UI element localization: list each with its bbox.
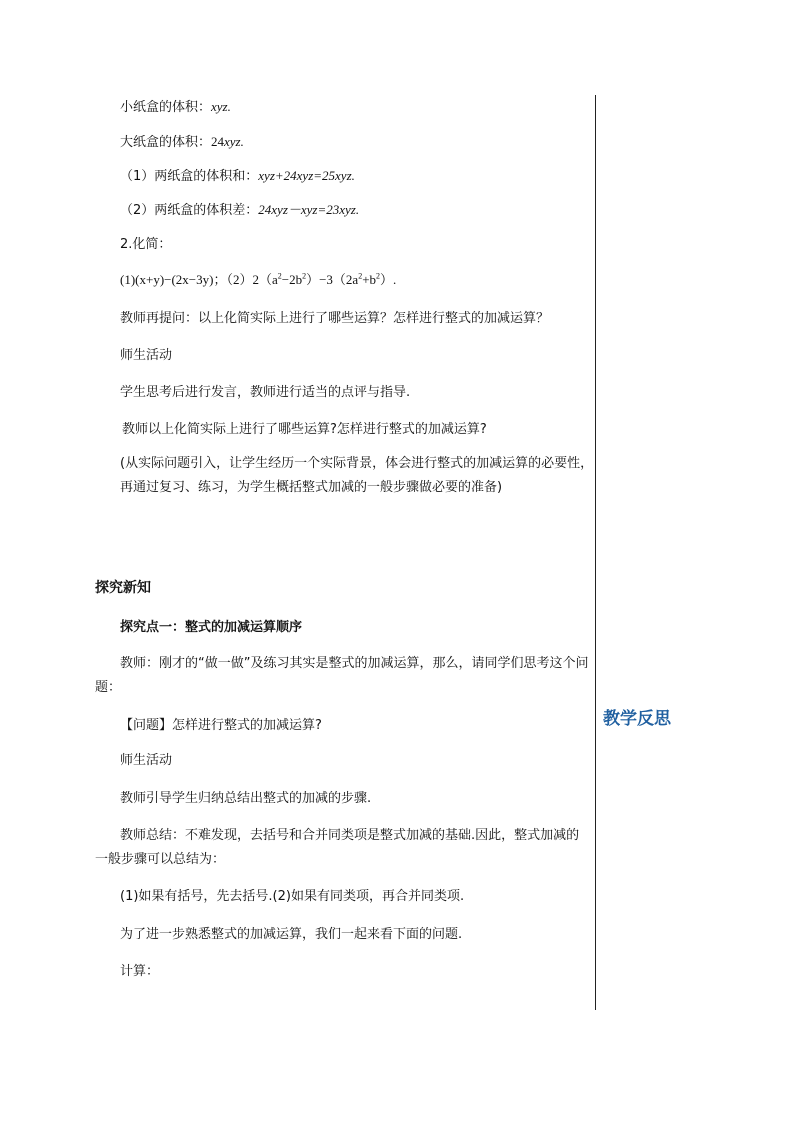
reflection-label: 教学反思 — [603, 709, 671, 729]
volume-sum — [120, 166, 355, 187]
teacher-summary: 教师总结：不难发现，去括号和合并同类项是整式加减的基础.因此，整式加减的一般步骤可以总结为： — [95, 828, 580, 867]
sum-expr: xyz+24xyz=25xyz. — [258, 168, 355, 183]
column-divider — [595, 95, 596, 1010]
small-box-volume — [120, 97, 231, 118]
diff-expr: 24xyz－xyz=23xyz. — [258, 202, 360, 217]
exponent: 2 — [358, 271, 363, 281]
exponent: 2 — [302, 271, 307, 281]
design-note: (从实际问题引入，让学生经历一个实际背景，体会进行整式的加减运算的必要性，再通过复习、练习，为学生概括整式加减的一般步骤做必要的准备) — [120, 456, 594, 495]
big-box-coef: 24 — [211, 134, 225, 149]
steps: (1)如果有括号，先去括号.(2)如果有同类项，再合并同类项. — [120, 889, 465, 904]
section-title: 探究新知 — [95, 580, 151, 596]
activity-label-1: 师生活动 — [120, 348, 173, 363]
big-box-volume — [120, 132, 244, 153]
big-box-label: 大纸盒的体积： — [120, 135, 212, 150]
volume-difference — [120, 200, 359, 221]
simplify-heading: 2.化简： — [120, 237, 172, 252]
calculate-label: 计算： — [120, 964, 160, 979]
teacher-guides: 教师引导学生归纳总结出整式的加减的步骤. — [120, 791, 372, 806]
teacher-repeat: 教师以上化简实际上进行了哪些运算?怎样进行整式的加减运算? — [122, 422, 487, 437]
diff-label: （2）两纸盒的体积差： — [120, 203, 259, 218]
further-practice: 为了进一步熟悉整式的加减运算，我们一起来看下面的问题. — [120, 927, 463, 942]
simplify-part-2: −2b — [281, 272, 303, 287]
small-box-expr: xyz. — [211, 99, 231, 114]
teacher-question: 教师再提问：以上化简实际上进行了哪些运算？怎样进行整式的加减运算？ — [120, 311, 550, 326]
simplify-part-4: +b — [362, 272, 377, 287]
small-box-label: 小纸盒的体积： — [120, 100, 212, 115]
simplify-part-3: ）−3（2a — [306, 272, 359, 287]
simplify-part-5: ）. — [380, 272, 397, 287]
exponent: 2 — [376, 271, 381, 281]
exponent: 2 — [277, 271, 282, 281]
students-discuss: 学生思考后进行发言，教师进行适当的点评与指导. — [120, 385, 411, 400]
sum-label: （1）两纸盒的体积和： — [120, 169, 259, 184]
simplify-problems — [120, 270, 396, 290]
problem: 【问题】怎样进行整式的加减运算? — [120, 718, 322, 733]
teacher-intro: 教师：刚才的“做一做”及练习其实是整式的加减运算，那么，请同学们思考这个问题： — [95, 656, 589, 695]
simplify-part-1: (1)(x+y)−(2x−3y)；（2）2（a — [120, 272, 278, 287]
point-one-title: 探究点一：整式的加减运算顺序 — [120, 620, 303, 635]
activity-label-2: 师生活动 — [120, 753, 173, 768]
big-box-var: xyz. — [224, 134, 244, 149]
